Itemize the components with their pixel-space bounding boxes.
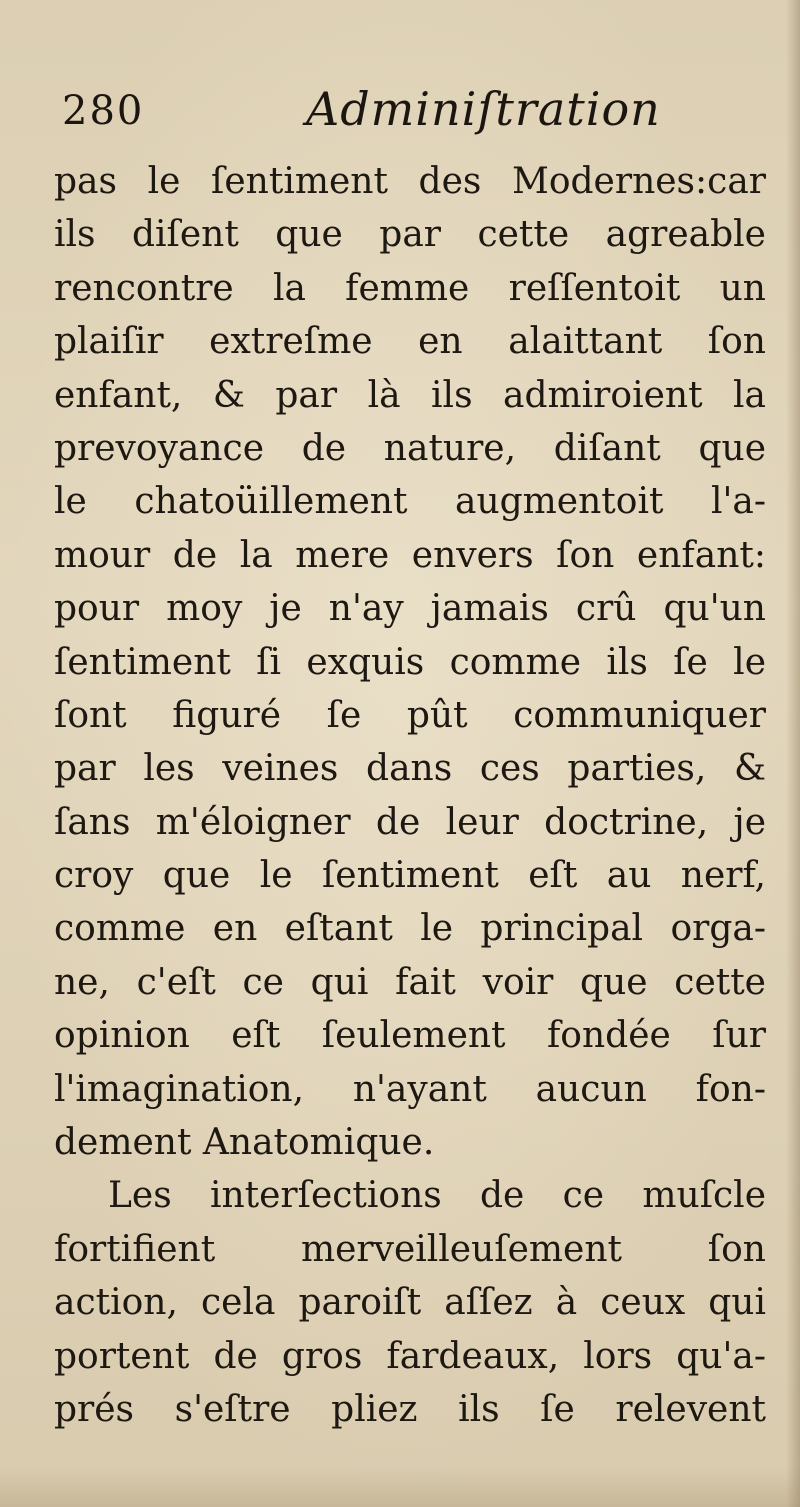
text-line: ſans m'éloigner de leur doctrine, je <box>54 801 766 843</box>
body-text <box>54 155 766 1436</box>
text-line: ils diſent que par cette agreable <box>54 214 766 256</box>
text-line: pour moy je n'ay jamais crû qu'un <box>54 588 766 630</box>
text-line: croy que le ſentiment eſt au nerf, <box>54 855 766 897</box>
page-number: 280 <box>62 88 145 134</box>
text-line: l'imagination, n'ayant aucun fon- <box>54 1068 766 1110</box>
paragraph-end-line: dement Anatomique. <box>54 1122 435 1164</box>
text-line: fortifient merveilleuſement ſon <box>54 1228 766 1270</box>
text-line: ne, c'eſt ce qui fait voir que cette <box>54 961 766 1003</box>
text-line: ſentiment ſi exquis comme ils ſe le <box>54 641 766 683</box>
text-line: mour de la mere envers ſon enfant: <box>54 534 766 576</box>
text-line: pas le ſentiment des Modernes:car <box>54 161 766 202</box>
text-line: par les veines dans ces parties, & <box>54 748 766 790</box>
text-line: ſont figuré ſe pût communiquer <box>54 694 766 736</box>
paragraph-start-line: Les interſections de ce muſcle <box>108 1175 766 1217</box>
text-line: action, cela paroiſt aſſez à ceux qui <box>54 1282 766 1324</box>
page-header <box>62 82 760 148</box>
running-title: Adminiſtration <box>306 82 661 136</box>
text-line: portent de gros fardeaux, lors qu'a- <box>54 1335 766 1377</box>
text-line: comme en eſtant le principal orga- <box>54 908 766 950</box>
text-line: prevoyance de nature, diſant que <box>54 427 766 469</box>
text-line: plaiſir extreſme en alaittant ſon <box>54 321 766 363</box>
text-line: prés s'eſtre pliez ils ſe relevent <box>54 1388 766 1430</box>
text-line: le chatoüillement augmentoit l'a- <box>54 481 766 523</box>
text-line: enfant, & par là ils admiroient la <box>54 374 766 416</box>
text-line: opinion eſt ſeulement fondée ſur <box>54 1015 766 1057</box>
text-line: rencontre la femme reſſentoit un <box>54 267 766 309</box>
